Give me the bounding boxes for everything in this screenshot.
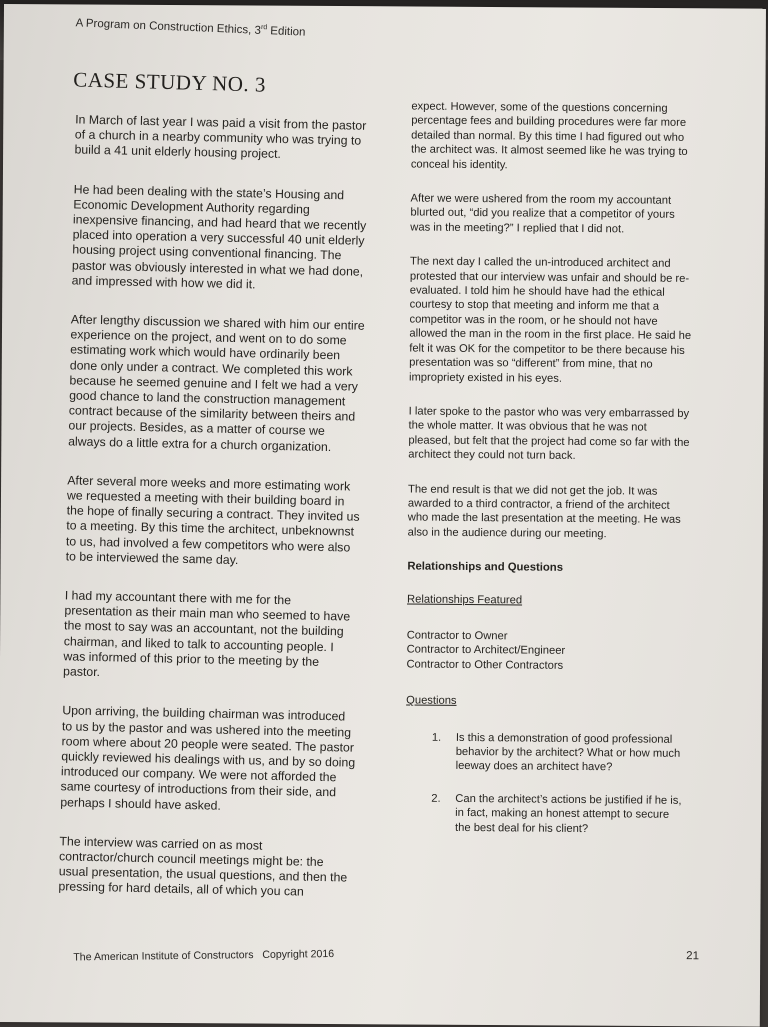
footer: [73, 948, 334, 963]
paragraph: The interview was carried on as most contractor/church council meetings might be: the usual presentation, the usual questions, and then the pressing for hard details, all of which you can: [58, 833, 348, 899]
questions-list: [405, 730, 688, 837]
header-title-edition: Edition: [266, 25, 306, 39]
header-title-superscript: rd: [260, 24, 268, 32]
question-number: 2.: [431, 792, 441, 805]
footer-copyright: Copyright 2016: [262, 948, 335, 961]
header-title-text: A Program on Construction Ethics, 3: [75, 17, 262, 37]
paragraph: He had been dealing with the state’s Housing and Economic Development Authority regarding inexpensive financing, and had heard that we recently placed into operation a very successful 40 unit elderly housing project using conventional financing. The pastor was obviously interested in what we had done, and impressed with how we did it.: [71, 182, 367, 292]
footer-publisher: The American Institute of Constructors: [73, 949, 254, 964]
right-column: [405, 99, 694, 854]
paragraph: I had my accountant there with me for the presentation as their main man who seemed to have the most to say was an accountant, not the building chairman, and liked to talk to accounting people. I was informed of this prior to the meeting by the pastor.: [62, 588, 351, 680]
question-text: Can the architect’s actions be justified if he is, in fact, making an honest attempt to secure the best deal for his client?: [455, 792, 682, 835]
page-number: 21: [686, 950, 700, 963]
relationships-heading: Relationships and Questions: [407, 560, 564, 574]
relationships-featured-label: Relationships Featured: [407, 593, 523, 607]
questions-label: Questions: [406, 694, 457, 708]
document-page: [0, 4, 766, 1027]
question-number: 1.: [431, 731, 442, 744]
paragraph: In March of last year I was paid a visit from the pastor of a church in a nearby community who was trying to build a 41 unit elderly housing project.: [74, 112, 367, 162]
paragraph: After we were ushered from the room my accountant blurted out, “did you realize that a competitor of yours was in the meeting?” I replied that I did not.: [410, 192, 675, 236]
left-column: [58, 112, 371, 925]
paragraph: The next day I called the un-introduced architect and protested that our interview was unfair and should be re-evaluated. I told him he should have had the ethical courtesy to stop that meeting and inform me that a competitor was in the room, or he should not have allowed the man in the room in the first place. He said he felt it was OK for the competitor to be there because his presentation was so “different” from mine, that no impropriety existed in his eyes.: [408, 255, 692, 385]
question-text: Is this a demonstration of good professional behavior by the architect? What or how much leeway does an architect have?: [455, 731, 681, 774]
question-item: [405, 791, 687, 837]
paragraph: After lengthy discussion we shared with him our entire experience on the project, and went on to do some estimating work which would have ordinarily been done only under a contract. We completed this work because he seemed genuine and I felt we had a very good chance to land the construction management contract because of the similarity between theirs and our projects. Besides, as a matter of course we always do a little extra for a church organization.: [68, 312, 365, 454]
paragraph: expect. However, some of the questions concerning percentage fees and building procedures were far more detailed than normal. By this time I had figured out who the architect was. It almost seemed like he was trying to conceal his identity.: [410, 100, 688, 171]
running-header: [75, 16, 305, 38]
paragraph: I later spoke to the pastor who was very embarrassed by the whole matter. It was obvious that he was not pleased, but felt that the project had come so far with the architect they could not turn back.: [408, 405, 690, 463]
relationship-item: Contractor to Owner: [406, 629, 508, 643]
relationships-list: [406, 628, 688, 674]
bleed-through-text: [428, 947, 431, 959]
relationship-item: Contractor to Architect/Engineer: [406, 643, 566, 658]
relationship-item: Contractor to Other Contractors: [406, 658, 564, 672]
paragraph: Upon arriving, the building chairman was introduced to us by the pastor and was ushered into the meeting room where about 20 people were seated. The pastor quickly reviewed his dealings with us, and by so doing introduced our company. We were not afforded the same courtesy of introductions from their side, and perhaps I should have asked.: [60, 703, 356, 813]
question-item: [406, 730, 688, 776]
paragraph: After several more weeks and more estimating work we requested a meeting with their building board in the hope of finally securing a contract. They invited us to a meeting. By this time the architect, unbeknownst to us, had involved a few competitors who were also to be interviewed the same day.: [65, 473, 360, 567]
case-study-title: CASE STUDY NO. 3: [72, 67, 267, 97]
paragraph: The end result is that we did not get the job. It was awarded to a third contractor, a friend of the architect who made the last presentation at the meeting. He was also in the audience during our meeting.: [407, 483, 681, 540]
